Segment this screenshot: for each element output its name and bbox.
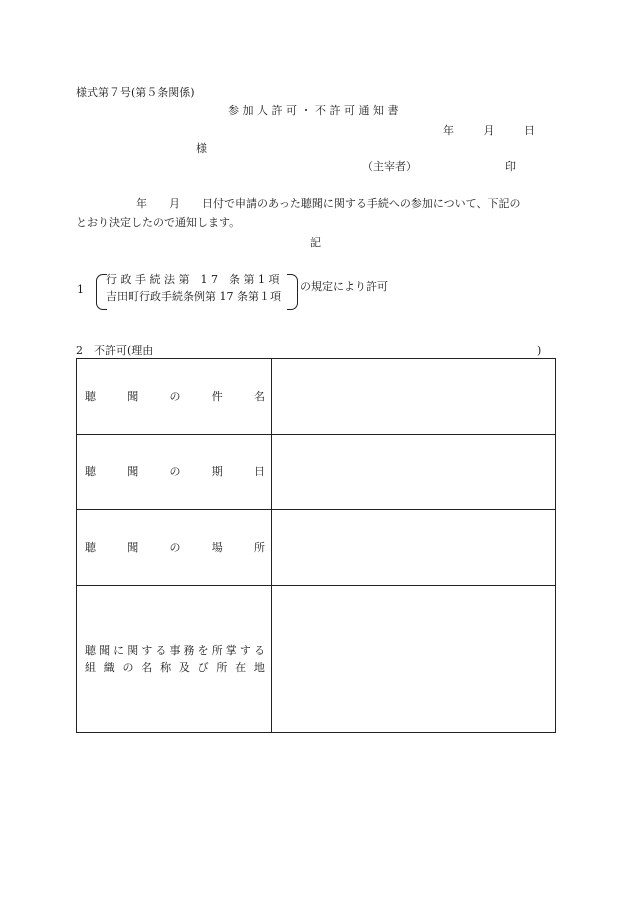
addressee-suffix: 様 <box>196 142 207 155</box>
label-char: す <box>239 643 251 657</box>
label-char: 所 <box>216 660 228 674</box>
label-char: 事 <box>169 643 181 657</box>
hearing-case-name-value[interactable] <box>272 359 556 435</box>
label-char: 所 <box>211 643 223 657</box>
table-row <box>77 510 556 586</box>
hearing-place-label <box>77 510 272 586</box>
table-row <box>77 585 556 732</box>
label-char: 日 <box>254 465 265 479</box>
label-char: 期 <box>211 465 223 479</box>
organization-value[interactable] <box>272 585 556 732</box>
hearing-date-label <box>77 434 272 510</box>
law-line1: 行 政 手 続 法 第 1 7 条 第 1 項 <box>106 273 280 286</box>
label-char: 聴 <box>85 643 96 657</box>
item2-close-paren: ) <box>537 344 542 357</box>
label-char: に <box>113 643 125 657</box>
label-char: の <box>169 541 181 555</box>
hearing-place-value[interactable] <box>272 510 556 586</box>
label-char: 所 <box>254 541 265 555</box>
label-char: の <box>169 389 181 403</box>
table-row <box>77 434 556 510</box>
item2-label: 2 不許可(理由 <box>76 344 154 357</box>
label-char: 務 <box>183 643 195 657</box>
label-char: 織 <box>103 660 115 674</box>
label-char: 組 <box>85 660 96 674</box>
label-char: 及 <box>178 660 190 674</box>
label-char: 聴 <box>85 389 96 403</box>
document-title: 参 加 人 許 可 ・ 不 許 可 通 知 書 <box>228 104 399 117</box>
label-char: 掌 <box>225 643 237 657</box>
label-char: 聴 <box>85 465 96 479</box>
hearing-case-name-label <box>77 359 272 435</box>
label-char: る <box>253 643 265 657</box>
label-char: 名 <box>254 389 265 403</box>
label-char: る <box>155 643 167 657</box>
right-brace <box>287 274 298 310</box>
label-char: 場 <box>211 541 223 555</box>
issue-date <box>443 124 535 138</box>
label-char: の <box>169 465 181 479</box>
label-char: 聞 <box>99 643 111 657</box>
table-row <box>77 359 556 435</box>
label-char: す <box>141 643 153 657</box>
item1-number: 1 <box>77 283 84 296</box>
form-number: 様式第７号(第５条関係) <box>76 86 195 99</box>
hearing-details-table <box>76 358 556 733</box>
label-char: 地 <box>253 660 265 674</box>
organization-label <box>77 585 272 732</box>
date-day: 日 <box>524 124 535 137</box>
law-line2: 吉田町行政手続条例第 17 条第１項 <box>106 290 281 303</box>
label-char: 件 <box>211 389 223 403</box>
body-text-line1: 年 月 日付で申請のあった聴聞に関する手続への参加について、下記の <box>136 197 521 210</box>
label-char: の <box>122 660 134 674</box>
organizer-label: （主宰者） <box>362 160 417 173</box>
label-char: 聞 <box>127 389 139 403</box>
label-char: 聞 <box>127 541 139 555</box>
label-char: 称 <box>160 660 172 674</box>
label-char: を <box>197 643 209 657</box>
hearing-date-value[interactable] <box>272 434 556 510</box>
label-char: び <box>197 660 209 674</box>
body-text-line2: とおり決定したので通知します。 <box>76 216 241 229</box>
label-char: 在 <box>235 660 247 674</box>
item1-suffix: の規定により許可 <box>300 280 388 293</box>
seal-mark: 印 <box>505 160 516 173</box>
label-char: 聴 <box>85 541 96 555</box>
ki-heading: 記 <box>310 236 321 249</box>
label-char: 関 <box>127 643 139 657</box>
label-char: 名 <box>141 660 153 674</box>
date-month: 月 <box>483 124 495 137</box>
label-char: 聞 <box>127 465 139 479</box>
date-year: 年 <box>443 124 454 137</box>
